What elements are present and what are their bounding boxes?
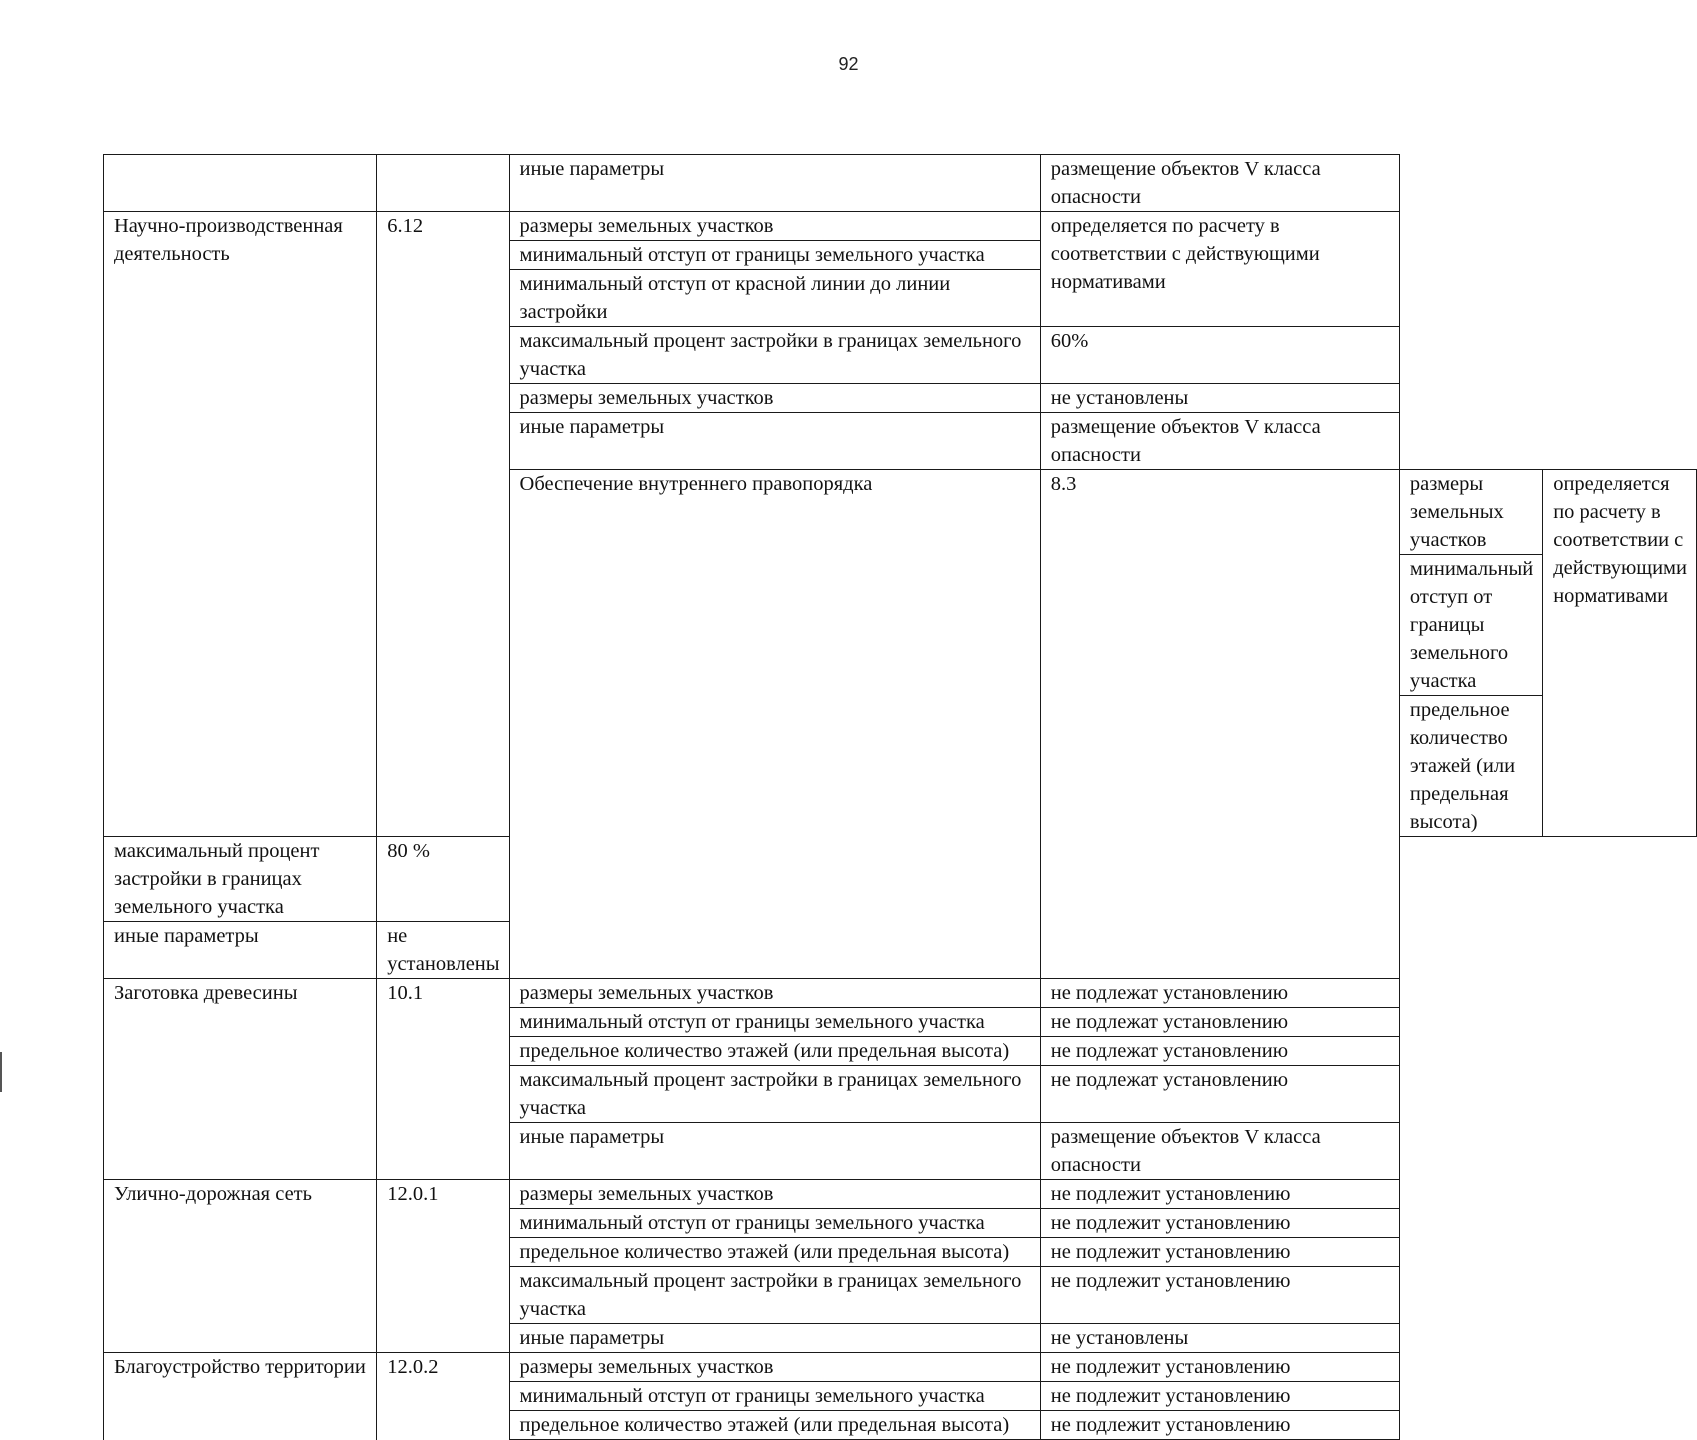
parameter-value-cell: не подлежит установлению (1040, 1353, 1399, 1382)
parameter-value-cell: не подлежат установлению (1040, 979, 1399, 1008)
parameter-cell (509, 413, 1040, 470)
parameter-value-cell: определяется по расчету в соответствии с действующими нормативами (1040, 212, 1399, 327)
parameter-value-cell: 60% (1040, 327, 1399, 384)
parameters-table (103, 154, 1697, 1440)
parameter-value-cell: не подлежит установлению (1040, 1238, 1399, 1267)
parameter-value-cell: определяется по расчету в соответствии с действующими нормативами (1543, 470, 1697, 837)
parameter-text: максимальный процент застройки в границах земельного участка (519, 1270, 1022, 1320)
parameter-cell (509, 1324, 1040, 1353)
activity-name-cell: Заготовка древесины (104, 979, 377, 1180)
parameter-text: иные параметры (519, 158, 665, 180)
activity-name-cell: Научно-производственная деятельность (104, 212, 377, 837)
parameter-text: минимальный отступ от границы земельного участка (519, 1385, 985, 1407)
parameter-text: иные параметры (519, 1126, 665, 1148)
activity-code-cell: 12.0.1 (377, 1180, 509, 1353)
parameter-cell (104, 922, 377, 979)
activity-code-cell: 10.1 (377, 979, 509, 1180)
parameter-cell (509, 1267, 1040, 1324)
parameter-text: максимальный процент застройки в границах земельного участка (519, 1069, 1022, 1119)
parameter-value-cell: не установлены (1040, 1324, 1399, 1353)
parameter-text: максимальный процент застройки в границах земельного участка (114, 840, 320, 918)
activity-code-cell: 8.3 (1040, 470, 1399, 979)
parameter-text: иные параметры (519, 416, 665, 438)
parameter-cell (509, 1353, 1040, 1382)
parameter-text: минимальный отступ от границы земельного участка (519, 1011, 985, 1033)
parameter-value-cell: размещение объектов V класса опасности (1040, 155, 1399, 212)
parameter-text: размеры земельных участков (519, 387, 774, 409)
table-row (104, 1353, 1697, 1382)
parameter-cell (509, 1382, 1040, 1411)
scan-edge-mark (0, 1052, 2, 1092)
parameter-cell (1399, 470, 1542, 837)
parameter-value-cell: размещение объектов V класса опасности (1040, 1123, 1399, 1180)
parameter-value-cell: не подлежат установлению (1040, 1037, 1399, 1066)
parameter-cell (509, 1037, 1040, 1066)
parameter-text: максимальный процент застройки в границах земельного участка (519, 330, 1022, 380)
parameter-text: минимальный отступ от границы земельного участка (510, 241, 1040, 270)
parameter-value-cell: 80 % (377, 837, 509, 922)
parameter-value-cell: не подлежит установлению (1040, 1411, 1399, 1440)
parameter-text: минимальный отступ от границы земельного участка (1400, 555, 1542, 696)
parameter-cell (509, 1066, 1040, 1123)
parameter-text: иные параметры (114, 925, 259, 947)
activity-name-cell (104, 155, 377, 212)
parameter-cell (509, 155, 1040, 212)
parameter-cell (509, 979, 1040, 1008)
parameter-value-cell: не подлежат установлению (1040, 1008, 1399, 1037)
activity-name-cell: Улично-дорожная сеть (104, 1180, 377, 1353)
parameter-text: предельное количество этажей (или предельная высота) (519, 1040, 1010, 1062)
parameter-text: размеры земельных участков (519, 1356, 774, 1378)
parameter-value-cell: не подлежит установлению (1040, 1180, 1399, 1209)
activity-code-cell (377, 155, 509, 212)
table-row (104, 1180, 1697, 1209)
parameter-cell (509, 1209, 1040, 1238)
activity-name-cell: Благоустройство территории (104, 1353, 377, 1440)
table-row (104, 979, 1697, 1008)
parameter-cell (509, 1180, 1040, 1209)
parameter-cell (509, 1411, 1040, 1440)
parameter-cell (509, 1238, 1040, 1267)
parameter-cell (509, 1008, 1040, 1037)
activity-name-cell: Обеспечение внутреннего правопорядка (509, 470, 1040, 979)
activity-code-cell: 6.12 (377, 212, 509, 837)
parameter-text: размеры земельных участков (519, 1183, 774, 1205)
parameter-value-cell: не подлежит установлению (1040, 1209, 1399, 1238)
parameter-value-cell: не подлежит установлению (1040, 1267, 1399, 1324)
parameter-cell (509, 384, 1040, 413)
parameter-text: размеры земельных участков (519, 982, 774, 1004)
parameter-value-cell: не подлежат установлению (1040, 1066, 1399, 1123)
activity-code-cell: 12.0.2 (377, 1353, 509, 1440)
parameter-text: иные параметры (519, 1327, 665, 1349)
parameter-value-cell: размещение объектов V класса опасности (1040, 413, 1399, 470)
parameter-cell (509, 327, 1040, 384)
parameter-value-cell: не установлены (377, 922, 509, 979)
page-number: 92 (838, 54, 859, 74)
parameter-cell (509, 212, 1040, 327)
parameter-text: размеры земельных участков (510, 212, 1040, 241)
parameter-text: предельное количество этажей (или предельная высота) (1409, 699, 1516, 833)
parameter-text: размеры земельных участков (1400, 470, 1542, 555)
parameter-text: минимальный отступ от границы земельного участка (519, 1212, 985, 1234)
parameter-text: предельное количество этажей (или предельная высота) (519, 1414, 1010, 1436)
parameter-cell (104, 837, 377, 922)
table-row (104, 212, 1697, 327)
parameter-text: минимальный отступ от красной линии до линии застройки (519, 273, 951, 323)
parameter-text: предельное количество этажей (или предельная высота) (519, 1241, 1010, 1263)
parameter-value-cell: не подлежит установлению (1040, 1382, 1399, 1411)
table-row (104, 155, 1697, 212)
parameter-cell (509, 1123, 1040, 1180)
parameter-value-cell: не установлены (1040, 384, 1399, 413)
